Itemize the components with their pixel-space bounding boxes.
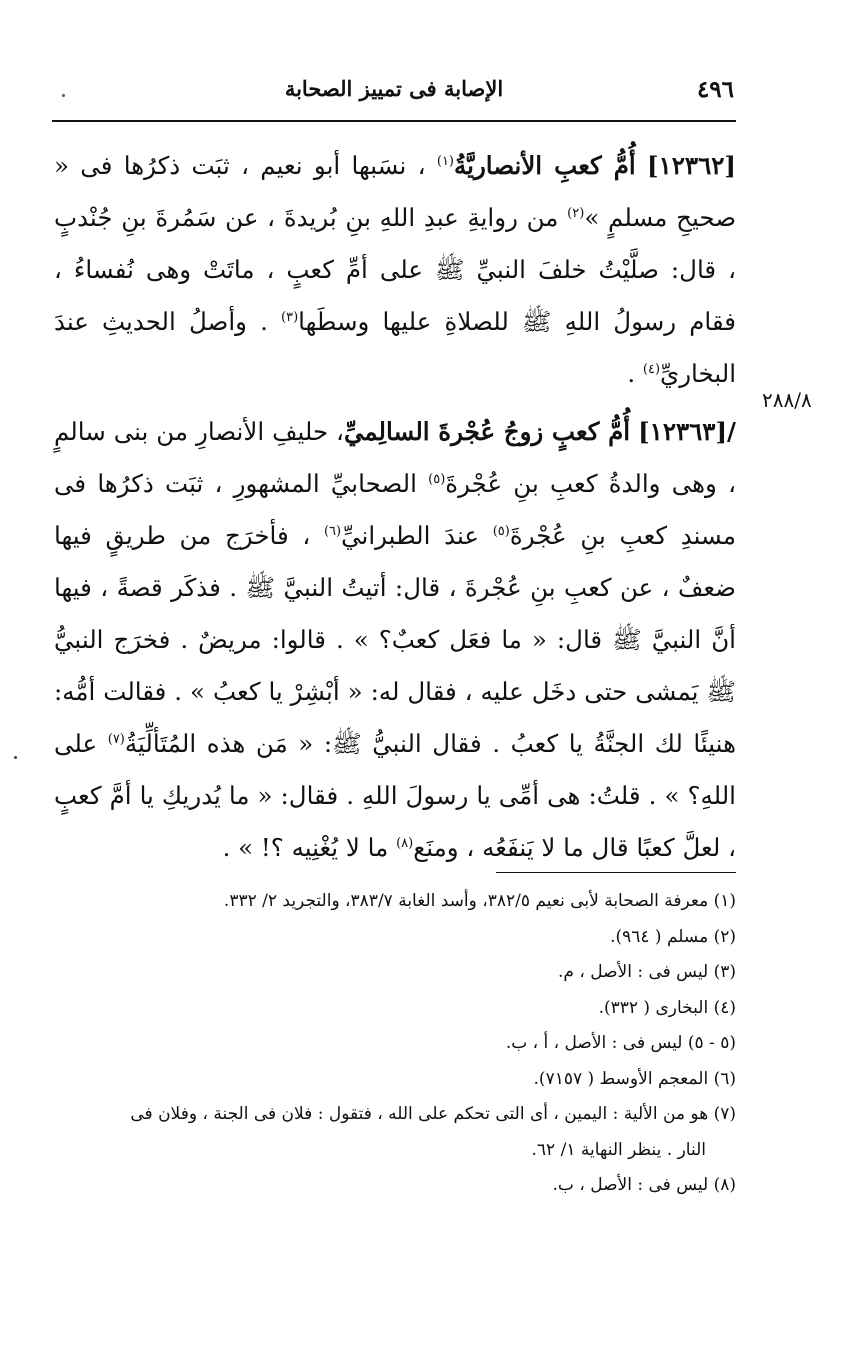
footnote-ref: (٣): [281, 309, 299, 325]
footnote-item: (٣) ليس فى : الأصل ، م.: [558, 962, 736, 982]
entry-name: أُمُّ كعبٍ زوجُ عُجْرةَ السالِميِّ: [343, 417, 631, 446]
entry-12363: [54, 406, 736, 874]
footnote-ref: (٦): [323, 523, 342, 539]
entry-text: ، حليفِ الأنصارِ من بنى سالمٍ ، وهى والدةُ كعبِ بنِ عُجْرةَ: [54, 417, 737, 498]
footnote-rule: [496, 872, 736, 873]
entry-text: ، فأخرَج من طريقٍ فيها ضعفٌ ، عن كعبِ بنِ عُجْرةَ ، قال: أتيتُ النبيَّ ﷺ . فذكَر قصةً ، فيها أنَّ النبيَّ ﷺ قال: « ما فعَل كعبٌ؟ » . قالوا: مريضٌ . فخرَج النبيُّ ﷺ يَمشى حتى دخَل عليه ، فقال له: « أبْشِرْ يا كعبُ » . فقالت أمُّه: هنيئًا لك الجنَّةُ يا كعبُ . فقال النبيُّ ﷺ: « مَن هذه المُتَألِّيَةُ: [54, 521, 736, 758]
entry-number: /[١٢٣٦٣]: [638, 417, 737, 446]
entry-text: على اللهِ؟ » . قلتُ: هى أمِّى يا رسولَ اللهِ . فقال: « ما يُدريكِ يا أمَّ كعبٍ ، لعلَّ كعبًا قال ما لا يَنفَعُه ، ومنَع: [54, 729, 736, 862]
footnote-item: (٤) البخارى ( ٣٣٢).: [598, 997, 736, 1018]
entry-text: من روايةِ عبدِ اللهِ بنِ بُريدةَ ، عن سَمُرةَ بنِ جُنْدبٍ ، قال: صلَّيْتُ خلفَ النبيِّ ﷺ على أمِّ كعبٍ ، ماتَتْ وهى نُفساءُ ، فقام رسولُ اللهِ ﷺ للصلاةِ عليها وسطَها: [54, 203, 736, 336]
page-number: ٤٩٦: [696, 76, 734, 103]
footnote-item: (٧) هو من الألية : اليمين ، أى التى تحكم على الله ، فتقول : فلان فى الجنة ، وفلان فى: [130, 1104, 736, 1124]
entry-text: .: [627, 359, 636, 388]
page-header: [52, 72, 736, 112]
footnote-item: (٢) مسلم ( ٩٦٤).: [610, 926, 736, 947]
footnote-item: (٦) المعجم الأوسط ( ٧١٥٧).: [533, 1068, 736, 1089]
footnote-ref: (٥): [492, 523, 510, 539]
header-rule: [52, 120, 736, 122]
running-title: الإصابة فى تمييز الصحابة: [284, 76, 504, 101]
footnote-ref: (٤): [642, 361, 661, 377]
footnote-continuation: النار . ينظر النهاية ١/ ٦٢.: [531, 1139, 706, 1160]
header-dot-mark: [62, 94, 65, 97]
entry-text: الصحابيِّ المشهورِ ، ثبَت ذكرُها فى مسندِ كعبِ بنِ عُجْرةَ: [54, 469, 736, 550]
footnotes-list: [54, 884, 736, 1204]
entry-name: أُمُّ كعبِ الأنصاريَّةُ: [454, 151, 636, 180]
main-text: [54, 140, 736, 874]
entry-text: ما لا يُغْنِيه ؟! » .: [222, 833, 389, 862]
footnote-ref: (٥): [428, 471, 446, 487]
margin-reference: ٢٨٨/٨: [762, 388, 812, 412]
entry-number: [١٢٣٦٢]: [647, 151, 736, 180]
footnote-ref: (٧): [107, 731, 125, 747]
footnote-ref: (٨): [396, 835, 414, 851]
entry-12362: [54, 140, 736, 400]
footnote-item: (٥ - ٥) ليس فى : الأصل ، أ ، ب.: [505, 1033, 736, 1053]
entry-text: عندَ الطبرانيِّ: [341, 521, 480, 550]
entry-text: . وأصلُ الحديثِ عندَ البخاريِّ: [54, 307, 736, 388]
footnote-item: (٨) ليس فى : الأصل ، ب.: [552, 1175, 736, 1195]
entry-text: ، نسَبها أبو نعيم ، ثبَت ذكرُها فى « صحيحِ مسلمٍ »: [54, 151, 736, 232]
footnote-item: (١) معرفة الصحابة لأبى نعيم ٣٨٢/٥، وأسد الغابة ٣٨٣/٧، والتجريد ٢/ ٣٣٢.: [223, 891, 736, 911]
footnote-ref: (٢): [567, 205, 585, 221]
margin-dot-mark: [14, 756, 17, 759]
footnote-ref: (١): [436, 153, 454, 169]
